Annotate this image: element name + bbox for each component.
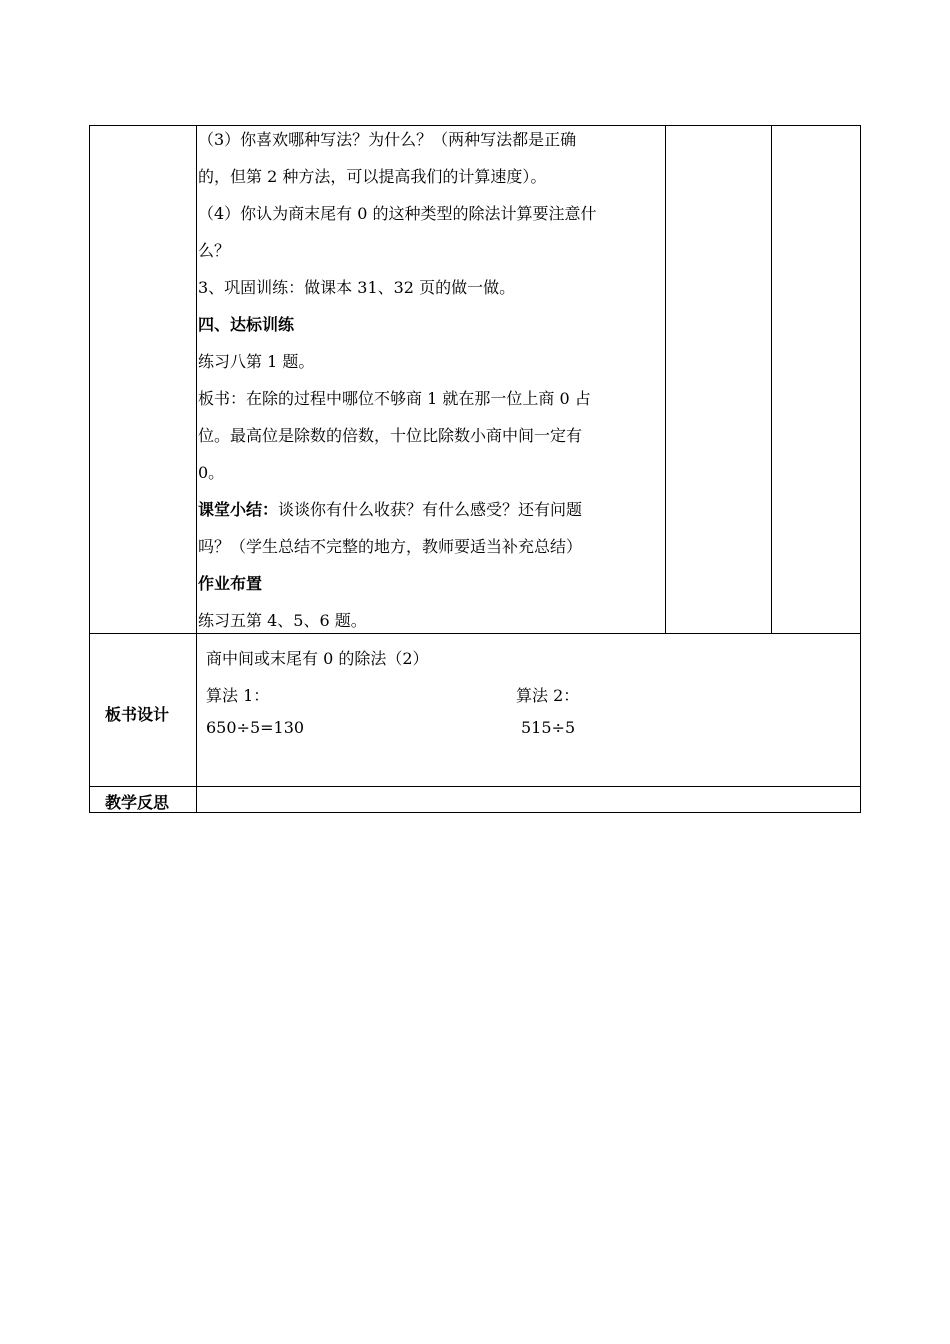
content-line: 练习八第 1 题。 bbox=[198, 352, 315, 371]
row-divider-2 bbox=[89, 786, 861, 787]
lesson-content bbox=[198, 121, 597, 639]
summary-line-2: 吗？（学生总结不完整的地方，教师要适当补充总结） bbox=[198, 537, 583, 556]
summary-text: 谈谈你有什么收获？有什么感受？还有问题 bbox=[278, 500, 583, 519]
reflection-label: 教学反思 bbox=[105, 793, 170, 812]
table-border-bottom bbox=[89, 812, 861, 813]
content-line: （3）你喜欢哪种写法？为什么？（两种写法都是正确 bbox=[198, 130, 577, 149]
board-title: 商中间或末尾有 0 的除法（2） bbox=[206, 649, 429, 668]
table-border-right bbox=[860, 125, 861, 813]
method-2-expression: 515÷5 bbox=[521, 718, 576, 737]
section-heading: 四、达标训练 bbox=[198, 315, 295, 334]
column-divider-2 bbox=[665, 125, 666, 633]
method-1-label: 算法 1： bbox=[206, 686, 270, 705]
content-line: （4）你认为商末尾有 0 的这种类型的除法计算要注意什 bbox=[198, 204, 597, 223]
method-2-label: 算法 2： bbox=[516, 686, 580, 705]
method-1-expression: 650÷5=130 bbox=[206, 718, 305, 737]
board-design-label: 板书设计 bbox=[105, 705, 170, 724]
content-line: 0。 bbox=[198, 463, 225, 482]
content-line: 3、巩固训练：做课本 31、32 页的做一做。 bbox=[198, 278, 516, 297]
summary-heading: 课堂小结： bbox=[198, 500, 279, 519]
content-line: 的，但第 2 种方法，可以提高我们的计算速度）。 bbox=[198, 167, 547, 186]
content-line: 板书：在除的过程中哪位不够商 1 就在那一位上商 0 占 bbox=[198, 389, 591, 408]
table-border-left bbox=[89, 125, 90, 813]
column-divider-3 bbox=[771, 125, 772, 633]
homework-line: 练习五第 4、5、6 题。 bbox=[198, 611, 367, 630]
column-divider-1 bbox=[196, 125, 197, 813]
content-line: 么？ bbox=[198, 241, 231, 260]
summary-line bbox=[198, 491, 597, 528]
content-line: 位。最高位是除数的倍数，十位比除数小商中间一定有 bbox=[198, 426, 583, 445]
homework-heading: 作业布置 bbox=[198, 574, 263, 593]
